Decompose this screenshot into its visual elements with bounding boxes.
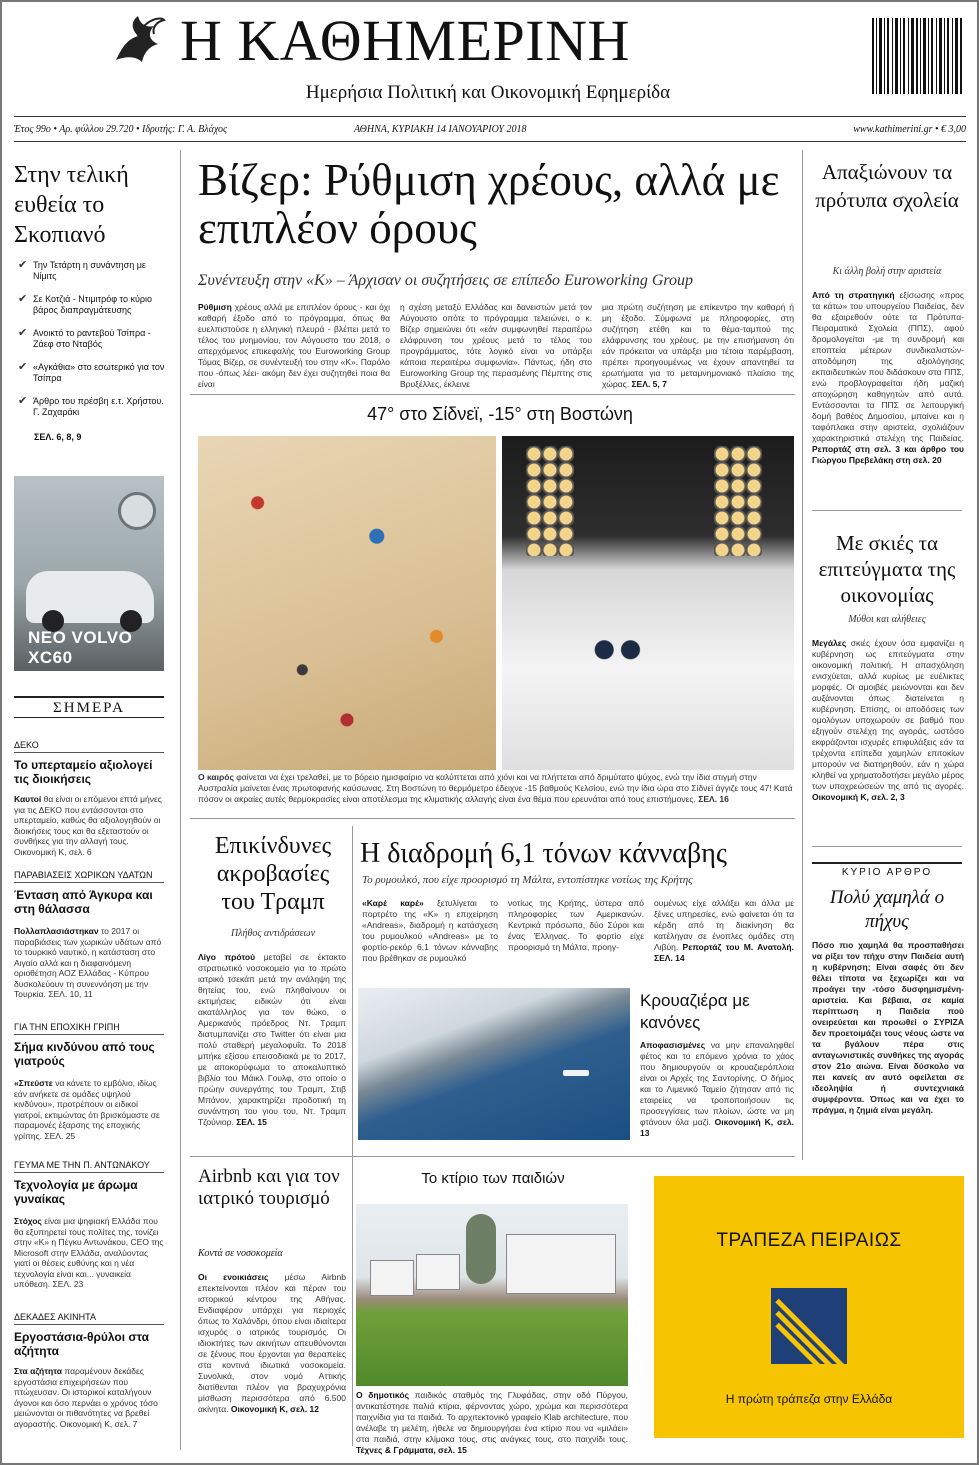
economy-headline: Με σκιές τα επιτεύγματα της οικονομίας [818, 531, 956, 607]
section-label: ΠΑΡΑΒΙΑΣΕΙΣ ΧΩΡΙΚΩΝ ΥΔΑΤΩΝ [14, 870, 164, 883]
section-label: ΓΕΥΜΑ ΜΕ ΤΗΝ Π. ΑΝΤΩΝΑΚΟΥ [14, 1160, 164, 1173]
bullet-item: ✔ «Αγκάθια» στο εσωτερικό για τον Τσίπρα [18, 362, 168, 384]
cruise-ship-icon [563, 1070, 589, 1076]
cruise-text: Αποφασισμένες να μην επαναληφθεί φέτος και το επόμενο χρόνια το χάος που δημιουργούν οι κρουαζιερόπλοια είναι οι Αρχές της Σαντορίνης. Ο δήμος και το Λιμενικό Ταμείο ζήτησαν από τις εταιρείες να τροποποιήσουν τις προσεγγίσεις των πλοίων, ώστε να μη φτάνουν όλα μαζί. Οικονομική Κ, σελ. 13 [640, 1040, 794, 1138]
airbnb-headline: Airbnb και για τον ιατρικό τουρισμό [198, 1166, 340, 1209]
cannabis-headline: Η διαδρομή 6,1 τόνων κάνναβης [360, 838, 727, 869]
cannabis-column-2: νοτίως της Κρήτης, ύστερα από πληροφορίες των Αμερικανών. Κεντρικά πρόσωπα, δύο Σύροι και ένας Έλληνας. Το φορτίο είχε προορισμό τη Μάλτα, προηγ- [508, 898, 644, 952]
brief-text: Καυτοί θα είναι οι επόμενοι επτά μήνες για τις ΔΕΚΟ που εντάσσονται στο υπερταμείο, καθώς θα αξιολογηθούν οι διοικήσεις τους και θα εξεταστούν οι συνθήκες για την αλλαγή τους. Οικονομική Κ, σελ. 6 [14, 794, 162, 857]
cannabis-column-1: «Καρέ καρέ» ξετυλίγεται το πορτρέτο της «Κ» η επιχείρηση «Andreas», διαδρομή η κατάσχεση του ρυμουλκού «Andreas» με το φορτίο-ρεκόρ 6,1 τόνων κάνναβης που βρέθηκαν σε ρυμουλκό [362, 898, 498, 963]
brief-headline: Ένταση από Άγκυρα και στη θάλασσα [14, 888, 153, 916]
info-bar [14, 116, 966, 142]
volvo-ad-text: ΝΕΟ VOLVO XC60 [28, 628, 133, 667]
schools-subhead: Κι άλλη βολή στην αριστεία [832, 266, 942, 277]
weather-photo-title: 47° στο Σίδνεϊ, -15° στη Βοστώνη [367, 404, 633, 424]
masthead-subtitle: Ημερήσια Πολιτική και Οικονομική Εφημερίδα [305, 82, 671, 103]
website-price: www.kathimerini.gr • € 3,00 [853, 124, 966, 135]
brief-text: Στόχος είναι μια ψηφιακή Ελλάδα που θα εξυπηρετεί τους πολίτες της, τονίζει στην «Κ» η Πέγκυ Αντωνάκου, CEO της Microsoft στην Ελλάδα, αναλύοντας γιατί οι θέσεις ευθύνης και η νέα τεχνολογία είναι και... γυναικεία υπόθεση. ΣΕΛ. 23 [14, 1216, 164, 1289]
brief-text: Στα αζήτητα παραμένουν δεκάδες εργοστάσια επιχειρήσεων που πτώχευσαν. Οι ιστορικοί καταλήγουν άγονοι και όσο περνάει ο χρόνος τόσο μειώνονται οι πιθανότητες να βρεθεί αγοραστής. Οικονομική Κ, σελ. 7 [14, 1366, 158, 1429]
section-label: ΔΕΚΑΔΕΣ ΑΚΙΝΗΤΑ [14, 1312, 164, 1325]
cannabis-subhead: Το ρυμουλκό, που είχε προορισμό τη Μάλτα, εντοπίστηκε νοτίως της Κρήτης [362, 874, 693, 886]
bullet-item: ✔ Την Τετάρτη η συνάντηση με Νίμιτς [18, 260, 168, 282]
column-rule [802, 150, 803, 1160]
trump-text: Λίγο πρότού μεταβεί σε έκτακτο στρατιωτικό νοσοκομείο για το πρώτο ιατρικό τσεκάπ μετά την ανάληψη της θητείας του, ενώ πληθαίνουν οι εκτιμήσεις ειδικών ότι είναι ακατάλληλος για τον θώκο, ο Αμερικανός πρόεδρος Ντ. Τραμπ διατυμπανίζει στο Twitter ότι είναι μια πολύ σταθερή μεγαλοφυΐα. Το 2018 μπήκε εξίσου επεισοδιακά με το 2017, με αποκορύφωμα το αποκαλυπτικό βιβλίο του Μάικλ Γουλφ, στο οποίο ο πρώην συνεργάτης του Τραμπ, Στιβ Μπάνον, χαρακτηρίζει προδοτική τη συνάντηση του γιου του, Ντ. Τραμπ Τζούνιορ. ΣΕΛ. 15 [198, 952, 346, 1127]
sydney-beach-photo [198, 436, 496, 770]
lead-column-1: Ρύθμιση χρέους αλλά με επιπλέον όρους - και όχι καθαρή έξοδο από το πρόγραμμα, όπως θα ευελπιστούσε η ελληνική πλευρά - βλέπει μετά το τέλος του μνημονίου, τον Αύγουστο του 2018, ο απερχόμενος επικεφαλής του Euroworking Group Τόμας Βίζερ, σε συνέντευξή του στην «Κ». Παρόλο που -όπως λέει- ακόμη δεν έχει συζητηθεί ποια θα είναι [198, 302, 390, 389]
brief-headline: Εργοστάσια-θρύλοι στα αζήτητα [14, 1330, 149, 1358]
brief-headline: Σήμα κινδύνου από τους γιατρούς [14, 1040, 155, 1068]
stadium-lights-icon [714, 446, 762, 556]
dateline: ΑΘΗΝΑ, ΚΥΡΙΑΚΗ 14 ΙΑΝΟΥΑΡΙΟΥ 2018 [354, 124, 527, 135]
brief-headline: Τεχνολογία με άρωμα γυναίκας [14, 1178, 138, 1206]
lead-column-2: η σχέση μεταξύ Ελλάδας και δανειστών μετά τον Αύγουστο οπότε το πρόγραμμα τελειώνει, ο κ. Βίζερ σημειώνει ότι «εάν συμφωνηθεί περαιτέρω ελάφρυνση του χρέους μετά το τέλος του προγράμματος, τότε λογικό είναι να υπάρξει κάποια περαιτέρω συμφωνία». Πάντως, ήδη στο Euroworking Group της περασμένης Πέμπτης στις Βρυξέλλες, έκλεινε [400, 302, 592, 389]
skopje-page-ref: ΣΕΛ. 6, 8, 9 [34, 432, 82, 442]
building-icon [416, 1254, 460, 1290]
bank-name: ΤΡΑΠΕΖΑ ΠΕΙΡΑΙΩΣ [716, 1230, 902, 1251]
tree-icon [466, 1214, 496, 1284]
brief-headline: Το υπερταμείο αξιολογεί τις διοικήσεις [14, 758, 153, 786]
lead-subhead: Συνέντευξη στην «Κ» – Άρχισαν οι συζητήσεις σε επίπεδο Euroworking Group [198, 272, 694, 289]
lead-column-3: μια πρώτη συζήτηση με επίκεντρο την καθαρή ή μη έξοδο. Σύμφωνα με πληροφορίες, στη συζήτηση ετέθη και το θέμα-ταμπού της ελάφρυνσης του χρέους, με την επισήμανση ότι εάν πρόκειται να υπάρξει μια τέτοια παρέμβαση, πρέπει προηγουμένως να έχουν απαντηθεί τα ερωτήματα για το μεταμνημονιακό πλαίσιο της χώρας. ΣΕΛ. 5, 7 [602, 302, 794, 389]
building-icon [370, 1260, 414, 1296]
brief-text: Πολλαπλασιάστηκαν το 2017 οι παραβιάσεις των χωρικών υδάτων από το τουρκικό ναυτικό, η κατάσταση στο Αιγαίο αλλά και η διαφαινόμενη οριοθέτηση ΑΟΖ Ελλάδας - Κύπρου δυσκολεύουν τη συνεννόηση με την Τουρκία. ΣΕΛ. 10, 11 [14, 926, 162, 999]
trump-subhead: Πλήθος αντιδράσεων [230, 928, 316, 939]
bank-logo-icon [771, 1288, 847, 1364]
skopje-bullets [18, 260, 168, 430]
editorial-tag: ΚΥΡΙΟ ΑΡΘΡΟ [812, 862, 962, 878]
griffin-logo-icon [108, 10, 168, 72]
trump-headline: Επικίνδυνες ακροβασίες του Τραμπ [214, 833, 332, 915]
economy-text: Μεγάλες σκιές έχουν όσα εμφανίζει η κυβέρνηση ως επιτεύγματα στην οικονομική πολιτική. Η απασχόληση ενισχύεται, αλλά κυρίως με ευέλικτες μορφές. Οι αμοιβές μειώνονται και δεν αυξάνονται όπως διατείνεται η κυβέρνηση. Επίσης, οι αποδόσεις των ομολόγων υποχωρούν σε βαθμό που εξηγούν στελέχη της αγοράς, ωστόσο εκφράζονται ισχυρές επιφυλάξεις εάν τα τρέχοντα επίπεδα χαμηλών επιτοκίων μπορούν να διατηρηθούν, εάν η χώρα κληθεί να χρηματοδοτήσει μεγάλο μέρος των υποχρεώσεών της από τις αγορές. Οικονομική Κ, σελ. 2, 3 [812, 638, 964, 802]
section-rule [190, 818, 795, 819]
column-rule [352, 826, 353, 1446]
issue-info: Έτος 99ο • Αρ. φύλλου 29.720 • Ιδρυτής: Γ. Α. Βλάχος [14, 124, 228, 135]
cannabis-column-3: ουμένως είχε αλλάξει και άλλα με ξένες υπηρεσίες, ενώ φαίνεται ότι τα κέρδη από τη διακίνηση θα κατέληγαν σε ένοπλες ομάδες στη Λιβύη. Ρεπορτάζ του Μ. Ανατολή. ΣΕΛ. 14 [654, 898, 794, 963]
boston-snow-photo [502, 436, 794, 770]
column-rule [180, 150, 181, 1450]
bullet-item: ✔ Άρθρο του πρέσβη ε.τ. Χρήστου. Γ. Ζαχαράκι [18, 396, 168, 418]
editorial-headline: Πολύ χαμηλά ο πήχυς [829, 887, 945, 932]
today-label: ΣΗΜΕΡΑ [14, 696, 164, 718]
stadium-lights-icon [526, 446, 574, 556]
skopje-headline: Στην τελική ευθεία το Σκοπιανό [14, 162, 129, 248]
kindergarten-photo [356, 1204, 628, 1386]
section-rule [190, 394, 795, 395]
lead-headline: Βίζερ: Ρύθμιση χρέους, αλλά με επιπλέον όρους [198, 155, 780, 253]
section-rule [812, 846, 962, 847]
bullet-item: ✔ Ανοικτό το ραντεβού Τσίπρα - Ζάεφ στο Νταβός [18, 328, 168, 350]
piraeus-bank-ad[interactable] [654, 1176, 964, 1438]
kids-photo-title: Το κτίριο των παιδιών [421, 1170, 565, 1187]
section-rule [812, 510, 962, 511]
schools-text: Από τη στρατηγική εξίσωσης «προς τα κάτω» του υπουργείου Παιδείας, δεν θα εξαιρεθούν ούτε τα Πρότυπα-Πειραματικά Σχολεία (ΠΠΣ), αφού δρομολογείται -με τη συνδρομή και εποπτεία μέτερων συνδικαλιστών- αποδόμηση της αξιολόγησης εκπαιδευτικών που διδάσκουν στα ΠΠΣ, ενώ προβλογραφείται ήδη μαζική αποχώρηση καθηγητών από αυτά. Εντάσσονται τα ΠΠΣ σε λειτουργική δομή βαθέος Δημοσίου, μπαίνει και η ταφόπλακα στην αριστεία, σχολιάζουν χαρακτηριστικά στελέχη της Παιδείας. Ρεπορτάζ στη σελ. 3 και άρθρο του Γιώργου Πρεβελάκη στη σελ. 20 [812, 290, 964, 465]
kids-caption: Ο δημοτικός παιδικός σταθμός της Γλυφάδας, στην οδό Πύργου, αντικατέστησε παλιά κτίρια, φέρνοντας χώρο, χρώμα και περισσότερα παιχνίδια για τα παιδιά. Το αρχιτεκτονικό γραφείο Klab architecture, που ανέλαβε τη μελέτη, ήθελε να δημιουργήσει ένα κτίριο που να «μιλάει» στα παιδιά, στην κλίμακα τους, στις ανάγκες τους, στο παιχνίδι τους. Τέχνες & Γράμματα, σελ. 15 [356, 1390, 628, 1455]
barcode-icon [868, 12, 966, 108]
building-icon [506, 1234, 616, 1294]
bank-slogan: Η πρώτη τράπεζα στην Ελλάδα [725, 1392, 893, 1406]
economy-subhead: Μύθοι και αλήθειες [848, 614, 926, 625]
santorini-photo [358, 988, 630, 1140]
airbnb-text: Οι ενοικιάσεις μέσω Airbnb επεκτείνονται πλέον και πέραν του ιστορικού κέντρου της Αθήνας. Ενδιαφέρον υπάρχει για περιοχές όπως το Χαλάνδρι, όπου είναι ιδιαίτερα ισχυρός ο ιατρικός τουρισμός. Οι ιδιοκτήτες των ακινήτων απευθύνονται σε ξένους που έρχονται για θεραπείες στα κοντινά ιδιωτικά νοσοκομεία. Συνολικά, στον νομό Αττικής διατίθενται πλέον για βραχυχρόνια μίσθωση περισσότερα από 6.500 ακίνητα. Οικονομική Κ, σελ. 12 [198, 1272, 346, 1414]
volvo-ad[interactable] [14, 476, 164, 671]
editorial-text: Πόσο πιο χαμηλά θα προσπαθήσει να ρίξει τον πήχυ στην Παιδεία αυτή η κυβέρνηση; Είναι σαφές ότι δεν θέλει τίποτα να ξεχωρίζει και να προάγει την -τόσο δυσφημισμένη- αριστεία. Και βέβαια, σε καμία περίπτωση η Παιδεία πού ονειρεύεται και προωθεί ο ΣΥΡΙΖΑ δεν προετοιμάζει τους νέους ώστε να τα βγάλουν πέρα στις ανταγωνιστικές συνθήκες της αγοράς στον 21ο αιώνα. Είναι δύσκολο να πει κανείς αν αυτό οφείλεται σε ιδεοληψία ή συντεχνιακά συμφέροντα. Όπως και να έχει το πράγμα, η ζημιά είναι μεγάλη. [812, 940, 964, 1115]
masthead-title: Η ΚΑΘΗΜΕΡΙΝΗ [180, 8, 630, 73]
section-label: ΔΕΚΟ [14, 740, 164, 753]
cruise-headline: Κρουαζιέρα με κανόνες [640, 991, 750, 1032]
weather-photo-caption: Ο καιρός φαίνεται να έχει τρελαθεί, με το βόρειο ημισφαίριο να καλύπτεται από χιόνι και να πλήττεται από δριμύτατο ψύχος, ενώ την ίδια στιγμή στην Αυστραλία μαίνεται ένας πρωτοφανής καύσωνας. Στη Βοστώνη το θερμόμετρο έδειχνε -15 βαθμούς Κελσίου, ενώ την ίδια ώρα στο Σίδνεϊ άγγιζε τους 47! Κατά πόσον οι ακραίες αυτές θερμοκρασίες είναι αποτέλεσμα της κλιματικής αλλαγής είναι ένα θέμα που ερευνάται από τους επιστήμονες. ΣΕΛ. 16 [198, 772, 793, 804]
bullet-item: ✔ Σε Κοτζιά - Ντιμιτρόφ το κύριο βάρος διαπραγμάτευσης [18, 294, 168, 316]
section-label: ΓΙΑ ΤΗΝ ΕΠΟΧΙΚΗ ΓΡΙΠΗ [14, 1022, 164, 1035]
volvo-badge-icon [118, 492, 156, 530]
brief-text: «Σπεύστε να κάνετε το εμβόλιο, ιδίως εάν ανήκετε σε ομάδες υψηλού κινδύνου», προτρέπουν οι ειδικοί γιατροί, εκτιμώντας ότι βρισκόμαστε σε παραμονές έξαρσης της εποχικής γρίπης. ΣΕΛ. 25 [14, 1078, 160, 1141]
airbnb-subhead: Κοντά σε νοσοκομεία [198, 1248, 283, 1259]
section-rule [190, 1156, 795, 1157]
schools-headline: Απαξιώνουν τα πρότυπα σχολεία [815, 160, 959, 212]
